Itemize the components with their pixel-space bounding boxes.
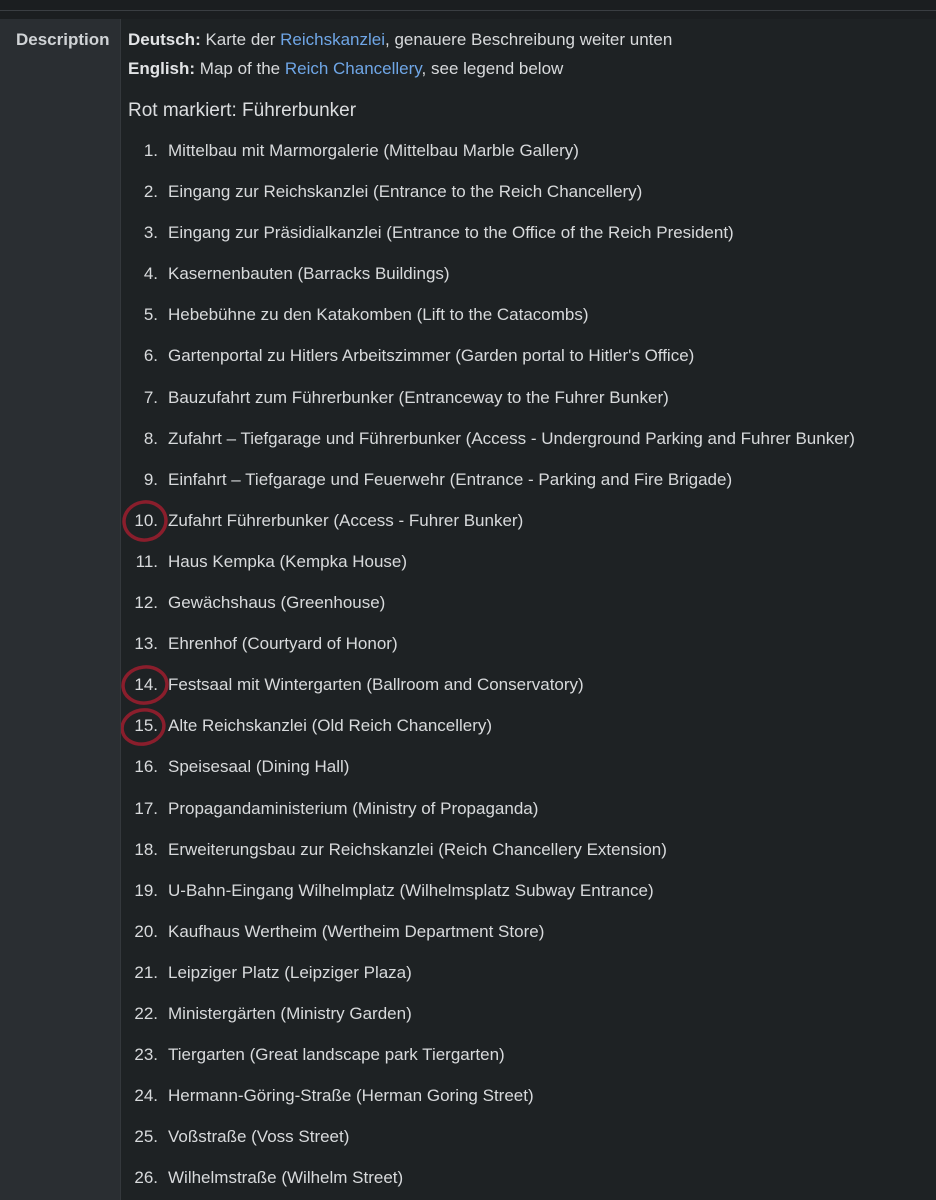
- description-label: Description: [16, 30, 110, 49]
- list-item-text: Erweiterungsbau zur Reichskanzlei (Reich Chancellery Extension): [168, 839, 667, 859]
- description-row: [0, 19, 936, 1200]
- list-item-number: 20.: [134, 921, 158, 941]
- list-item-number: 11.: [135, 551, 158, 571]
- list-item-number: 5.: [143, 305, 158, 325]
- english-after: , see legend below: [421, 59, 564, 78]
- list-item-number: 8.: [143, 428, 158, 448]
- description-label-cell: [0, 19, 121, 1200]
- description-value-cell: [121, 19, 936, 1200]
- german-prefix: Deutsch:: [128, 30, 201, 49]
- list-item-text: Mittelbau mit Marmorgalerie (Mittelbau Marble Gallery): [168, 141, 579, 160]
- list-item-text: Voßstraße (Voss Street): [168, 1127, 350, 1147]
- list-item-text: U-Bahn-Eingang Wilhelmplatz (Wilhelmsplatz Subway Entrance): [168, 880, 654, 900]
- reich-chancellery-link[interactable]: Reich Chancellery: [284, 59, 422, 78]
- list-item-text: Gartenportal zu Hitlers Arbeitszimmer (Garden portal to Hitler's Office): [168, 346, 695, 366]
- list-item-number: 6.: [143, 346, 158, 366]
- list-item-number: 2.: [143, 182, 158, 202]
- list-item-text: Wilhelmstraße (Wilhelm Street): [168, 1168, 404, 1188]
- list-item-text: Eingang zur Präsidialkanzlei (Entrance to the Office of the Reich President): [168, 223, 734, 243]
- german-description: [128, 30, 672, 50]
- list-item-number: 19.: [134, 880, 158, 900]
- list-item-text: Propagandaministerium (Ministry of Propaganda): [168, 798, 539, 818]
- list-item-text: Speisesaal (Dining Hall): [168, 757, 350, 777]
- list-item-number: 4.: [143, 264, 158, 284]
- list-item-text: Tiergarten (Great landscape park Tiergarten): [168, 1045, 505, 1065]
- list-item-number: 17.: [134, 798, 158, 818]
- english-description: [128, 59, 563, 79]
- list-item-text: Hebebühne zu den Katakomben (Lift to the Catacombs): [168, 305, 589, 325]
- list-item-text: Bauzufahrt zum Führerbunker (Entranceway to the Fuhrer Bunker): [168, 387, 669, 407]
- list-item-text: Kasernenbauten (Barracks Buildings): [168, 264, 450, 284]
- list-item-text: Festsaal mit Wintergarten (Ballroom and Conservatory): [168, 675, 584, 695]
- list-item-number: 26.: [134, 1168, 158, 1188]
- top-divider: [0, 10, 936, 11]
- list-item-number: 3.: [143, 223, 158, 243]
- list-item-text: Einfahrt – Tiefgarage und Feuerwehr (Entrance - Parking and Fire Brigade): [168, 469, 733, 489]
- list-item-text: Alte Reichskanzlei (Old Reich Chancellery): [168, 716, 493, 736]
- german-before: Karte der: [200, 30, 281, 49]
- list-item-text: Kaufhaus Wertheim (Wertheim Department Store): [168, 921, 545, 941]
- list-item-text: Haus Kempka (Kempka House): [168, 551, 408, 571]
- list-item-text: Gewächshaus (Greenhouse): [168, 593, 386, 613]
- list-item-text: Eingang zur Reichskanzlei (Entrance to the Reich Chancellery): [168, 182, 643, 202]
- list-item-number: 13.: [134, 634, 158, 654]
- list-item-number: 22.: [134, 1003, 158, 1023]
- list-item-number: 14.: [134, 675, 158, 695]
- list-item-number: 7.: [143, 387, 158, 407]
- list-item-number: 21.: [134, 962, 158, 982]
- reichskanzlei-link[interactable]: Reichskanzlei: [280, 30, 385, 49]
- list-item-number: 23.: [134, 1045, 158, 1065]
- list-item-number: 15.: [134, 716, 158, 736]
- list-item-text: Ministergärten (Ministry Garden): [168, 1003, 412, 1023]
- legend-heading: Rot markiert: Führerbunker: [128, 100, 357, 121]
- list-item-text: Leipziger Platz (Leipziger Plaza): [168, 962, 412, 982]
- list-item-number: 24.: [134, 1086, 158, 1106]
- list-item-number: 12.: [134, 593, 158, 613]
- list-item-number: 10.: [134, 510, 158, 530]
- english-prefix: English:: [128, 59, 196, 78]
- list-item-number: 16.: [134, 757, 158, 777]
- list-item-text: Zufahrt Führerbunker (Access - Fuhrer Bunker): [168, 510, 524, 530]
- english-before: Map of the: [195, 59, 285, 78]
- list-item-number: 1.: [143, 141, 158, 160]
- german-after: , genauere Beschreibung weiter unten: [385, 30, 673, 49]
- list-item-number: 25.: [134, 1127, 158, 1147]
- list-item-text: Ehrenhof (Courtyard of Honor): [168, 634, 398, 654]
- list-item-text: Zufahrt – Tiefgarage und Führerbunker (Access - Underground Parking and Fuhrer Bunker): [168, 428, 855, 448]
- list-item-number: 9.: [143, 469, 158, 489]
- list-item-text: Hermann-Göring-Straße (Herman Goring Street): [168, 1086, 534, 1106]
- list-item-number: 18.: [134, 839, 158, 859]
